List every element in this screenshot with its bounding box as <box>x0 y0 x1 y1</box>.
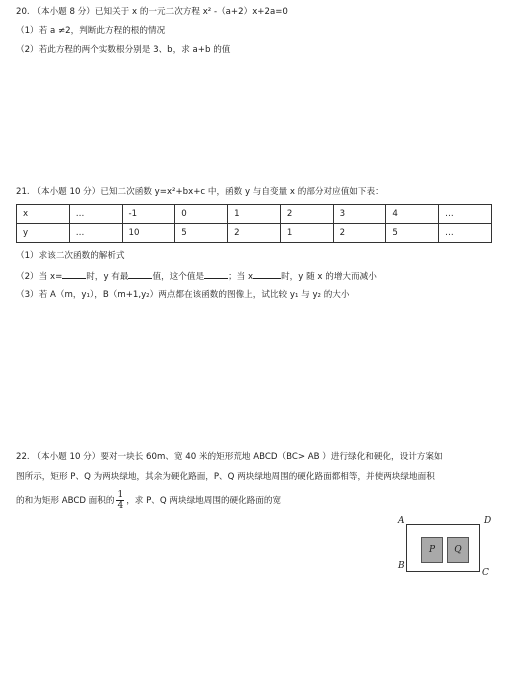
rectangle-abcd-figure <box>396 516 496 580</box>
q21-part2-text: 值，这个值是 <box>152 272 205 282</box>
q21-part2-text: 时，y 随 x 的增大而减小 <box>281 272 377 282</box>
q21-part1: （1）求该二次函数的解析式 <box>16 251 125 261</box>
fraction-numerator: 1 <box>117 490 124 500</box>
table-cell: … <box>439 224 492 243</box>
corner-label-a: A <box>398 516 405 526</box>
answer-blank[interactable] <box>128 269 152 279</box>
table-cell: -1 <box>122 205 175 224</box>
q21-part2-text: ；当 x <box>228 272 254 282</box>
table-row-x <box>17 205 492 224</box>
q22-line1: 22. （本小题 10 分）要对一块长 60m、宽 40 米的矩形荒地 ABCD（BC> AB ）进行绿化和硬化，设计方案如 <box>16 452 443 462</box>
one-quarter-fraction <box>116 490 124 511</box>
table-cell: … <box>439 205 492 224</box>
q22-line2: 图所示，矩形 P、Q 为两块绿地，其余为硬化路面，P、Q 两块绿地周围的硬化路面都相等，并使两块绿地面积 <box>16 472 435 482</box>
table-cell: 0 <box>175 205 228 224</box>
answer-blank[interactable] <box>253 269 281 279</box>
q22-line3 <box>16 490 281 512</box>
corner-label-d: D <box>484 516 492 526</box>
table-cell: 5 <box>386 224 439 243</box>
table-cell: 5 <box>175 224 228 243</box>
table-cell: 1 <box>228 205 281 224</box>
corner-label-c: C <box>482 568 489 578</box>
fraction-denominator: 4 <box>117 501 124 511</box>
q21-part2-text: 时，y 有最 <box>86 272 129 282</box>
rectangle-abcd <box>406 524 480 572</box>
q22-line3-text: 的和为矩形 ABCD 面积的 <box>16 496 115 506</box>
q20-title: 20. （本小题 8 分）已知关于 x 的一元二次方程 x² -（a+2）x+2a=0 <box>16 7 288 17</box>
q20-part2: （2）若此方程的两个实数根分别是 3、b，求 a+b 的值 <box>16 45 231 55</box>
table-cell: 2 <box>228 224 281 243</box>
table-cell: 1 <box>280 224 333 243</box>
q20-part1: （1）若 a ≠2，判断此方程的根的情况 <box>16 26 166 36</box>
table-cell: 2 <box>280 205 333 224</box>
table-cell: 4 <box>386 205 439 224</box>
table-cell: … <box>69 205 122 224</box>
q21-part2-text: （2）当 x= <box>16 272 63 282</box>
table-cell: x <box>17 205 70 224</box>
answer-blank[interactable] <box>204 269 228 279</box>
table-cell: 2 <box>333 224 386 243</box>
q21-part2 <box>16 269 377 283</box>
q21-title: 21. （本小题 10 分）已知二次函数 y=x²+bx+c 中，函数 y 与自变量 x 的部分对应值如下表： <box>16 187 384 197</box>
table-cell: 3 <box>333 205 386 224</box>
table-cell: … <box>69 224 122 243</box>
green-plot-p: P <box>421 537 443 563</box>
corner-label-b: B <box>398 561 405 571</box>
table-row-y <box>17 224 492 243</box>
q22-line3-text: ，求 P、Q 两块绿地周围的硬化路面的宽 <box>126 496 282 506</box>
green-plot-q: Q <box>447 537 469 563</box>
table-cell: 10 <box>122 224 175 243</box>
answer-blank[interactable] <box>62 269 86 279</box>
table-cell: y <box>17 224 70 243</box>
value-table <box>16 204 492 243</box>
q21-part3: （3）若 A（m，y₁），B（m+1,y₂）两点都在该函数的图像上，试比较 y₁ 与 y₂ 的大小 <box>16 290 350 300</box>
